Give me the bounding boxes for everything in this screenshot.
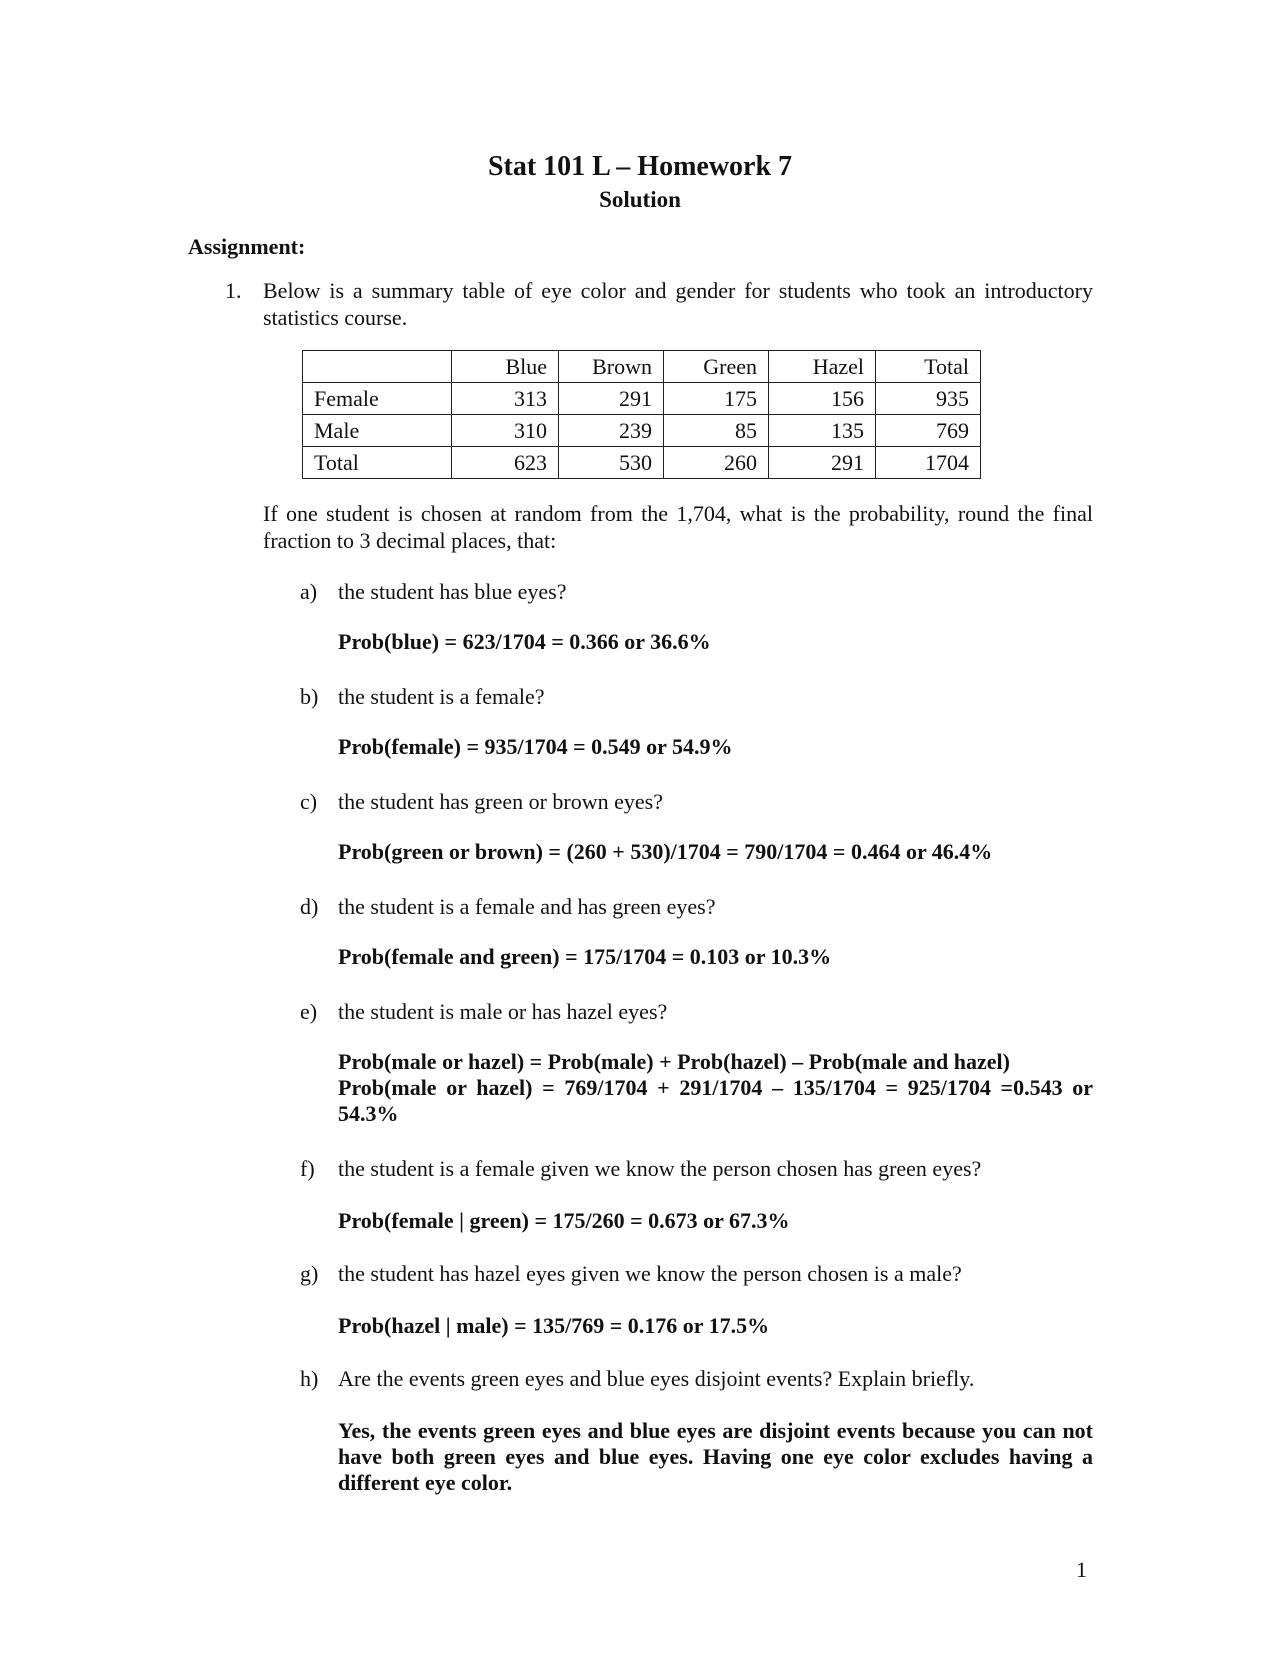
table-row bbox=[303, 447, 981, 479]
part-label: d) bbox=[300, 894, 319, 919]
answer-line: Prob(hazel | male) = 135/769 = 0.176 or 17.5% bbox=[338, 1313, 770, 1338]
table-header-row bbox=[303, 351, 981, 383]
answer-line: Prob(male or hazel) = 769/1704 + 291/1704 – 135/1704 = 925/1704 =0.543 or 54.3% bbox=[338, 1075, 1093, 1126]
probability-intro: If one student is chosen at random from the 1,704, what is the probability, round the final fraction to 3 decimal places, that: bbox=[263, 501, 1093, 553]
page-number: 1 bbox=[1076, 1557, 1087, 1582]
part-question: the student is a female given we know the person chosen has green eyes? bbox=[338, 1156, 982, 1181]
part-question: the student has hazel eyes given we know the person chosen is a male? bbox=[338, 1261, 962, 1286]
summary-table bbox=[302, 350, 981, 479]
table-cell: 156 bbox=[769, 383, 876, 415]
question-text: Below is a summary table of eye color and gender for students who took an introductory statistics course. bbox=[263, 278, 1093, 330]
part-answer bbox=[338, 1049, 1093, 1127]
document-title: Stat 101 L – Homework 7 bbox=[487, 151, 793, 182]
answer-line: Prob(green or brown) = (260 + 530)/1704 = 790/1704 = 0.464 or 46.4% bbox=[338, 839, 993, 864]
table-cell: 291 bbox=[559, 383, 664, 415]
part-answer bbox=[338, 839, 1093, 865]
table-row-label: Male bbox=[303, 415, 452, 447]
assignment-heading: Assignment: bbox=[188, 234, 306, 259]
table-cell: 935 bbox=[876, 383, 981, 415]
part-answer bbox=[338, 944, 1093, 970]
table-header-cell bbox=[303, 351, 452, 383]
answer-line: Prob(female | green) = 175/260 = 0.673 or 67.3% bbox=[338, 1208, 790, 1233]
table-header-cell: Hazel bbox=[769, 351, 876, 383]
part-question: the student is a female and has green eyes? bbox=[338, 894, 716, 919]
part-label: a) bbox=[300, 579, 318, 604]
part-question: the student has green or brown eyes? bbox=[338, 789, 664, 814]
table-cell: 1704 bbox=[876, 447, 981, 479]
part-label: f) bbox=[300, 1156, 315, 1181]
answer-line: Yes, the events green eyes and blue eyes are disjoint events because you can not have both green eyes and blue eyes. Having one eye color excludes having a different eye color. bbox=[338, 1418, 1093, 1495]
part-answer bbox=[338, 734, 1093, 760]
table-cell: 135 bbox=[769, 415, 876, 447]
part-label: e) bbox=[300, 999, 318, 1024]
table-cell: 530 bbox=[559, 447, 664, 479]
answer-line: Prob(male or hazel) = Prob(male) + Prob(hazel) – Prob(male and hazel) bbox=[338, 1049, 1010, 1074]
answer-line: Prob(blue) = 623/1704 = 0.366 or 36.6% bbox=[338, 629, 711, 654]
table-cell: 313 bbox=[452, 383, 559, 415]
table-header-cell: Total bbox=[876, 351, 981, 383]
table-cell: 239 bbox=[559, 415, 664, 447]
table-cell: 85 bbox=[664, 415, 769, 447]
table-cell: 769 bbox=[876, 415, 981, 447]
table-cell: 623 bbox=[452, 447, 559, 479]
answer-line: Prob(female) = 935/1704 = 0.549 or 54.9% bbox=[338, 734, 733, 759]
part-answer bbox=[338, 1208, 1093, 1234]
part-answer bbox=[338, 1418, 1093, 1496]
part-label: c) bbox=[300, 789, 318, 814]
part-question: the student is male or has hazel eyes? bbox=[338, 999, 668, 1024]
part-label: h) bbox=[300, 1366, 319, 1391]
table-header-cell: Green bbox=[664, 351, 769, 383]
table-cell: 175 bbox=[664, 383, 769, 415]
question-number: 1. bbox=[225, 278, 242, 303]
table-header-cell: Brown bbox=[559, 351, 664, 383]
part-question: the student is a female? bbox=[338, 684, 545, 709]
table-header-cell: Blue bbox=[452, 351, 559, 383]
part-answer bbox=[338, 1313, 1093, 1339]
part-question: Are the events green eyes and blue eyes disjoint events? Explain briefly. bbox=[338, 1366, 975, 1391]
table-cell: 260 bbox=[664, 447, 769, 479]
part-label: b) bbox=[300, 684, 319, 709]
table-row bbox=[303, 415, 981, 447]
table-cell: 291 bbox=[769, 447, 876, 479]
document-subtitle: Solution bbox=[599, 187, 681, 212]
table-cell: 310 bbox=[452, 415, 559, 447]
answer-line: Prob(female and green) = 175/1704 = 0.103 or 10.3% bbox=[338, 944, 832, 969]
table-row bbox=[303, 383, 981, 415]
part-answer bbox=[338, 629, 1093, 655]
table-row-label: Total bbox=[303, 447, 452, 479]
part-label: g) bbox=[300, 1261, 319, 1286]
table-row-label: Female bbox=[303, 383, 452, 415]
part-question: the student has blue eyes? bbox=[338, 579, 567, 604]
